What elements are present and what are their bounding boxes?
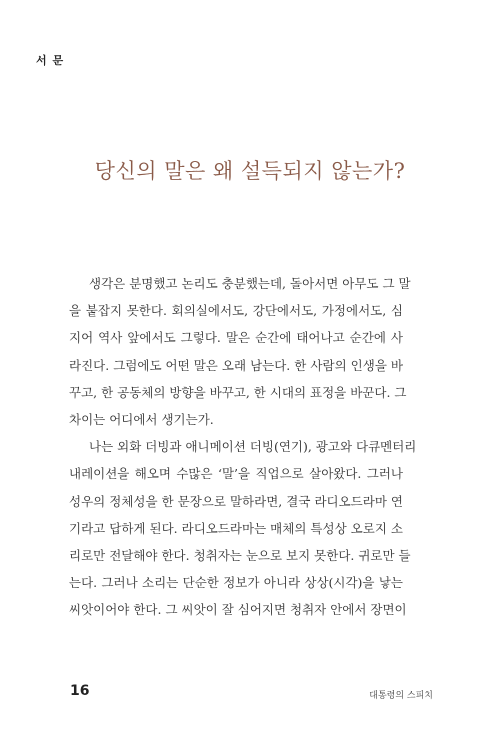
text-line: 는다. 그러나 소리는 단순한 정보가 아니라 상상(시각)을 낳는 (69, 575, 403, 591)
text-line: 내레이션을 해오며 수많은 ‘말’을 직업으로 살아왔다. 그러나 (69, 466, 403, 482)
text-line: 라진다. 그럼에도 어떤 말은 오래 남는다. 한 사람의 인생을 바 (69, 357, 403, 373)
page-number: 16 (70, 683, 90, 699)
text-line: 씨앗이어야 한다. 그 씨앗이 잘 심어지면 청취자 안에서 장면이 (69, 602, 407, 618)
text-line: 나는 외화 더빙과 애니메이션 더빙(연기), 광고와 다큐멘터리 (89, 439, 417, 455)
text-line: 성우의 정체성을 한 문장으로 말하라면, 결국 라디오드라마 연 (69, 493, 403, 509)
text-line: 지어 역사 앞에서도 그렇다. 말은 순간에 태어나고 순간에 사 (69, 330, 403, 346)
text-line: 리로만 전달해야 한다. 청취자는 눈으로 보지 못한다. 귀로만 들 (69, 548, 411, 564)
text-line: 을 붙잡지 못한다. 회의실에서도, 강단에서도, 가정에서도, 심 (69, 303, 403, 319)
paragraph-2 (69, 433, 417, 623)
text-line: 생각은 분명했고 논리도 충분했는데, 돌아서면 아무도 그 말 (89, 276, 411, 291)
text-line: 꾸고, 한 공동체의 방향을 바꾸고, 한 시대의 표정을 바꾼다. 그 (69, 384, 407, 400)
paragraph-1 (69, 270, 411, 433)
running-title: 대통령의 스피치 (369, 691, 433, 701)
chapter-title: 당신의 말은 왜 설득되지 않는가? (94, 159, 406, 183)
text-line: 차이는 어디에서 생기는가. (69, 412, 214, 428)
body-text (69, 270, 417, 624)
section-label: 서 문 (36, 54, 65, 67)
text-line: 기라고 답하게 된다. 라디오드라마는 매체의 특성상 오로지 소 (69, 520, 403, 536)
